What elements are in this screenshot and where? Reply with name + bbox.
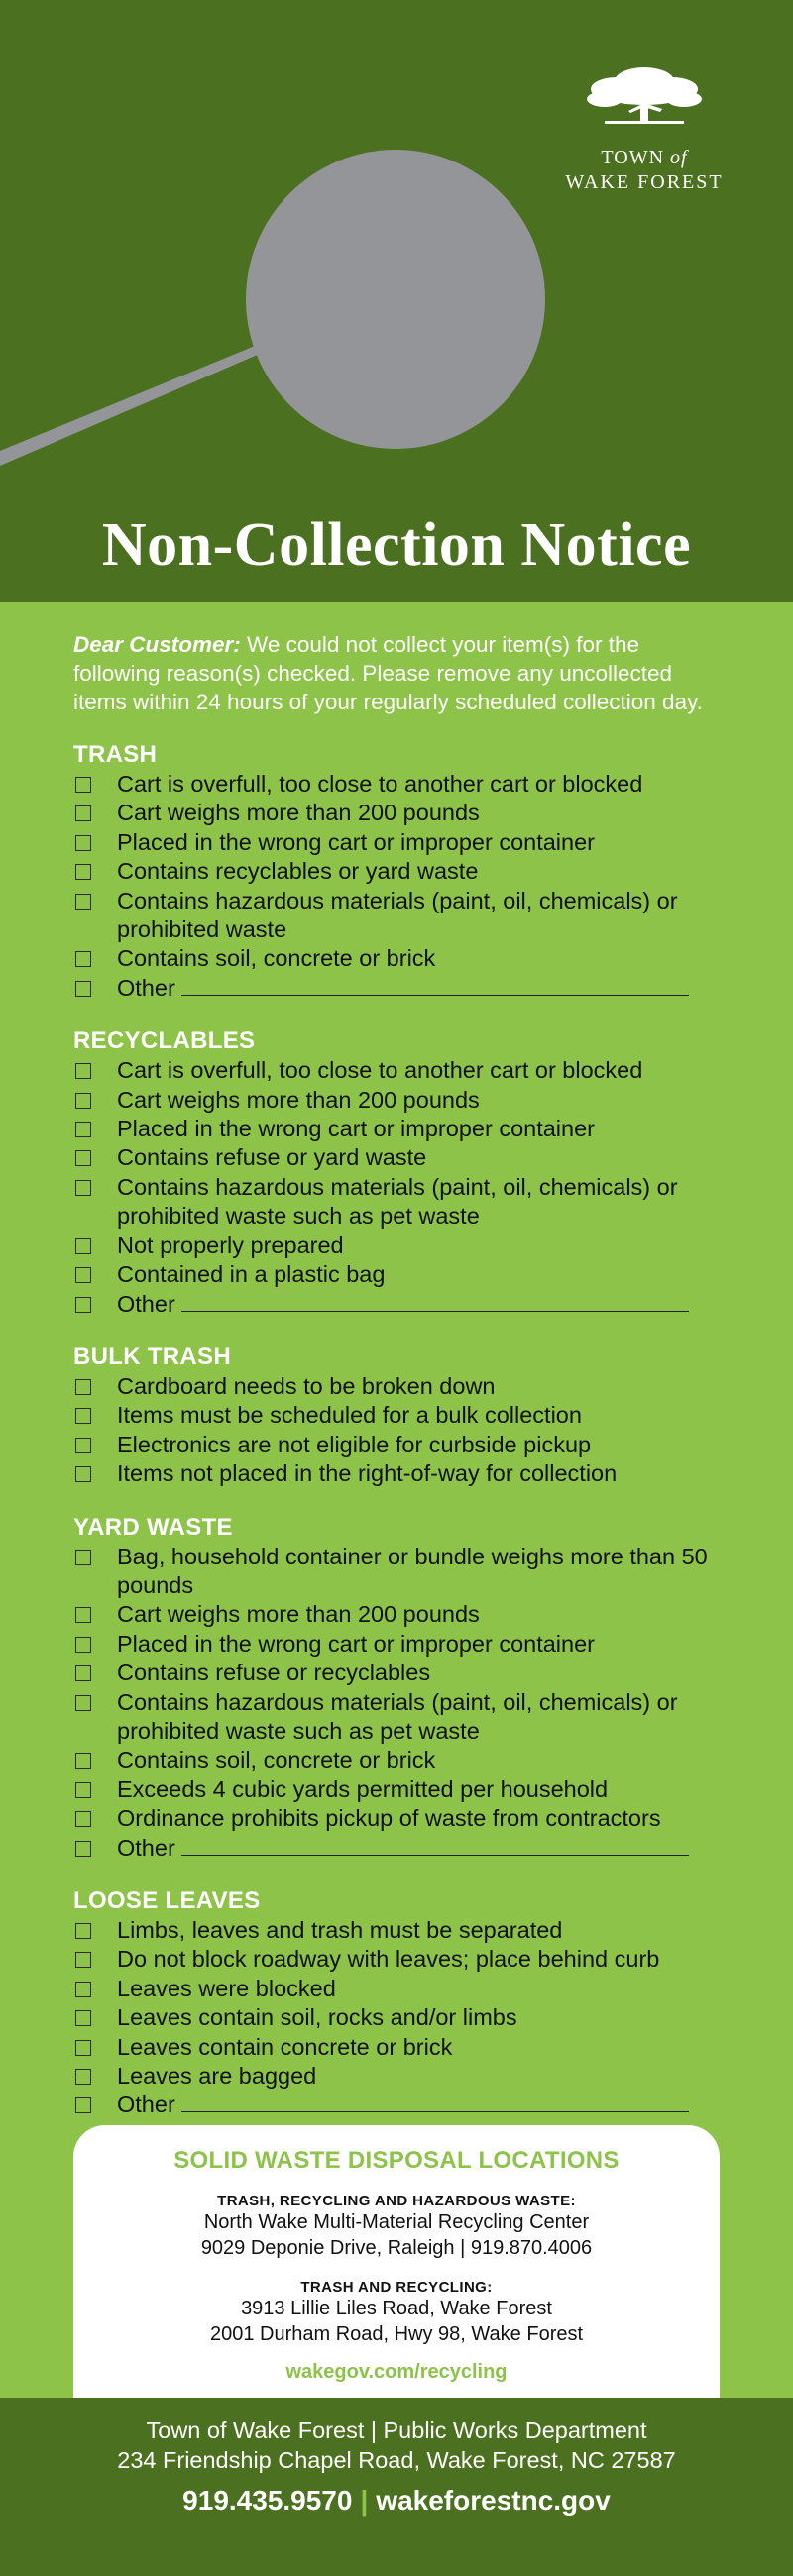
locations-title: SOLID WASTE DISPOSAL LOCATIONS — [173, 2147, 620, 2174]
checklist-item-label: Placed in the wrong cart or improper container — [117, 1116, 595, 1142]
checklist-item[interactable] — [73, 2091, 708, 2119]
checkbox[interactable] — [75, 2010, 91, 2026]
checkbox[interactable] — [75, 1753, 91, 1769]
checkbox[interactable] — [75, 1408, 91, 1424]
checklist-item[interactable] — [73, 1775, 708, 1804]
logo-town-name: WAKE FOREST — [565, 171, 724, 193]
recycling-link[interactable]: wakegov.com/recycling — [285, 2361, 508, 2383]
checklist-item[interactable] — [73, 1459, 708, 1488]
footer-department: Town of Wake Forest | Public Works Department — [146, 2417, 647, 2443]
logo-of: of — [670, 147, 688, 168]
checklist-item[interactable] — [73, 944, 708, 973]
location-group-heading: TRASH, RECYCLING AND HAZARDOUS WASTE: — [217, 2193, 576, 2209]
checkbox[interactable] — [75, 805, 91, 821]
checklist-item[interactable] — [73, 828, 708, 857]
section-trash — [73, 740, 708, 1003]
checklist-item-label: Exceeds 4 cubic yards permitted per household — [117, 1775, 609, 1802]
location-line: 9029 Deponie Drive, Raleigh | 919.870.4006 — [200, 2237, 593, 2259]
checklist-item-label: Cart weighs more than 200 pounds — [117, 800, 480, 826]
checklist-item[interactable] — [73, 1630, 708, 1659]
checklist-item[interactable] — [73, 1916, 708, 1945]
location-group-heading: TRASH AND RECYCLING: — [300, 2279, 493, 2296]
checklist-item[interactable] — [73, 2003, 708, 2032]
oak-tree-icon — [585, 59, 704, 129]
checkbox[interactable] — [75, 1550, 91, 1565]
checklist-item[interactable] — [73, 1372, 708, 1401]
checklist-item[interactable] — [73, 2033, 708, 2062]
intro-paragraph — [73, 630, 708, 716]
checklist-item[interactable] — [73, 1746, 708, 1774]
footer-separator: | — [360, 2485, 369, 2516]
location-line: 3913 Lillie Liles Road, Wake Forest — [241, 2298, 552, 2319]
checklist-item[interactable] — [73, 2062, 708, 2091]
checklist-item[interactable] — [73, 1975, 708, 2003]
checklist-item[interactable] — [73, 1401, 708, 1430]
checklist-item-label: Cart weighs more than 200 pounds — [117, 1086, 480, 1113]
checklist-item-label: Bag, household container or bundle weighs more than 50 pounds — [117, 1543, 708, 1598]
notice-body — [73, 630, 708, 2120]
checklist-item-label: Cart is overfull, too close to another cart or blocked — [117, 1057, 643, 1084]
checklist-item[interactable] — [73, 1945, 708, 1974]
checklist-item-label: Contains hazardous materials (paint, oil, chemicals) or prohibited waste such as pet waste — [117, 1688, 678, 1744]
reason-sections — [73, 740, 708, 2120]
checklist-item-label: Contains hazardous materials (paint, oil, chemicals) or prohibited waste — [117, 887, 678, 943]
section-title: LOOSE LEAVES — [73, 1887, 261, 1914]
checkbox[interactable] — [75, 981, 91, 997]
checklist-item-label: Items not placed in the right-of-way for collection — [117, 1460, 618, 1487]
town-logo — [555, 59, 734, 194]
checklist-item[interactable] — [73, 1173, 708, 1232]
checkbox[interactable] — [75, 1607, 91, 1623]
checkbox[interactable] — [75, 864, 91, 880]
checklist-item[interactable] — [73, 857, 708, 886]
section-bulk-trash — [73, 1342, 708, 1489]
checkbox[interactable] — [75, 1379, 91, 1395]
checklist-item-label: Contained in a plastic bag — [117, 1261, 386, 1288]
checklist-item-label: Items must be scheduled for a bulk collection — [117, 1402, 582, 1429]
notice-header — [0, 0, 793, 602]
checklist-item[interactable] — [73, 1600, 708, 1629]
checklist-item-label: Leaves contain concrete or brick — [117, 2033, 453, 2060]
checkbox[interactable] — [75, 1438, 91, 1453]
checklist-item[interactable] — [73, 1834, 708, 1863]
checkbox[interactable] — [75, 1122, 91, 1137]
logo-town: TOWN — [601, 147, 665, 168]
checklist-item[interactable] — [73, 1115, 708, 1143]
section-title: RECYCLABLES — [73, 1027, 256, 1055]
checkbox[interactable] — [75, 835, 91, 851]
checkbox[interactable] — [75, 1180, 91, 1196]
checklist-item-label: Limbs, leaves and trash must be separated — [117, 1917, 563, 1943]
checkbox[interactable] — [75, 2097, 91, 2113]
checklist-item-label: Ordinance prohibits pickup of waste from contractors — [117, 1805, 661, 1832]
checkbox[interactable] — [75, 1665, 91, 1681]
checklist-item-label: Contains soil, concrete or brick — [117, 945, 436, 972]
checklist-item[interactable] — [73, 1543, 708, 1601]
checklist-item[interactable] — [73, 974, 708, 1003]
footer-phone[interactable]: 919.435.9570 — [182, 2485, 353, 2516]
checklist-item-label: Placed in the wrong cart or improper container — [117, 1630, 595, 1657]
checkbox[interactable] — [75, 1695, 91, 1711]
other-write-in-line[interactable] — [181, 976, 689, 996]
intro-text: We could not collect your item(s) for the following reason(s) checked. Please remove any uncollected items within 24 hours of your regularly scheduled collection day. — [73, 632, 703, 714]
checklist-item[interactable] — [73, 1086, 708, 1115]
checklist-item-label: Cart is overfull, too close to another cart or blocked — [117, 771, 643, 797]
section-title: BULK TRASH — [73, 1342, 231, 1370]
checklist-item[interactable] — [73, 1056, 708, 1085]
footer-website[interactable]: wakeforestnc.gov — [376, 2485, 611, 2516]
section-loose-leaves — [73, 1886, 708, 2120]
intro-lead: Dear Customer: — [73, 632, 241, 657]
checkbox[interactable] — [75, 2069, 91, 2085]
checklist-item-label: Contains soil, concrete or brick — [117, 1747, 436, 1773]
checklist-item-label: Cart weighs more than 200 pounds — [117, 1601, 480, 1628]
section-yard-waste — [73, 1513, 708, 1863]
page-title: Non-Collection Notice — [101, 511, 692, 579]
other-write-in-line[interactable] — [181, 1292, 689, 1312]
checklist-item-label: Other — [117, 2092, 175, 2118]
checklist-item[interactable] — [73, 799, 708, 827]
checklist-item-label: Leaves were blocked — [117, 1975, 336, 2001]
checklist-item[interactable] — [73, 887, 708, 945]
checklist-item-label: Leaves contain soil, rocks and/or limbs — [117, 2004, 517, 2031]
checkbox[interactable] — [75, 1952, 91, 1968]
checklist-item[interactable] — [73, 1290, 708, 1319]
checkbox[interactable] — [75, 1982, 91, 1997]
checkbox[interactable] — [75, 1267, 91, 1283]
checkbox[interactable] — [75, 1841, 91, 1857]
other-write-in-line[interactable] — [181, 1836, 689, 1856]
checklist-item[interactable] — [73, 1260, 708, 1289]
checklist-item[interactable] — [73, 1659, 708, 1687]
checklist-item-label: Contains refuse or recyclables — [117, 1660, 431, 1686]
location-line: 2001 Durham Road, Hwy 98, Wake Forest — [209, 2323, 584, 2345]
checkbox[interactable] — [75, 1297, 91, 1313]
checkbox[interactable] — [75, 1150, 91, 1166]
checklist-item-label: Do not block roadway with leaves; place behind curb — [117, 1946, 660, 1973]
checkbox[interactable] — [75, 1093, 91, 1109]
disposal-locations-panel — [73, 2125, 720, 2398]
checklist-item[interactable] — [73, 770, 708, 799]
section-recyclables — [73, 1026, 708, 1319]
checklist-item-label: Electronics are not eligible for curbside pickup — [117, 1431, 592, 1457]
checkbox[interactable] — [75, 2040, 91, 2056]
checklist-item-label: Contains recyclables or yard waste — [117, 858, 479, 885]
notice-footer — [0, 2398, 793, 2576]
checklist-item-label: Other — [117, 974, 175, 1001]
other-write-in-line[interactable] — [181, 2093, 689, 2112]
checkbox[interactable] — [75, 951, 91, 967]
checklist-item-label: Placed in the wrong cart or improper container — [117, 828, 595, 855]
checkbox[interactable] — [75, 1238, 91, 1254]
checklist-item[interactable] — [73, 1804, 708, 1833]
checklist-item-label: Other — [117, 1834, 175, 1861]
section-title: TRASH — [73, 741, 158, 768]
checklist-item-label: Contains hazardous materials (paint, oil, chemicals) or prohibited waste such as pet waste — [117, 1173, 678, 1230]
checkbox[interactable] — [75, 1637, 91, 1653]
checklist-item[interactable] — [73, 1232, 708, 1260]
checklist-item-label: Cardboard needs to be broken down — [117, 1372, 496, 1399]
checkbox[interactable] — [75, 1466, 91, 1482]
checkbox[interactable] — [75, 1782, 91, 1798]
location-line: North Wake Multi-Material Recycling Center — [203, 2211, 590, 2233]
footer-address: 234 Friendship Chapel Road, Wake Forest, NC 27587 — [117, 2447, 676, 2473]
checkbox[interactable] — [75, 1063, 91, 1079]
footer-contact — [0, 2485, 793, 2517]
checklist-item-label: Other — [117, 1290, 175, 1317]
checklist-item[interactable] — [73, 1143, 708, 1172]
checkbox[interactable] — [75, 1811, 91, 1827]
checklist-item-label: Not properly prepared — [117, 1232, 344, 1258]
checkbox[interactable] — [75, 777, 91, 793]
checkbox[interactable] — [75, 1923, 91, 1939]
checklist-item-label: Contains refuse or yard waste — [117, 1144, 427, 1171]
checklist-item[interactable] — [73, 1431, 708, 1459]
section-title: YARD WASTE — [73, 1513, 233, 1541]
checklist-item[interactable] — [73, 1688, 708, 1747]
checklist-item-label: Leaves are bagged — [117, 2063, 317, 2090]
checkbox[interactable] — [75, 894, 91, 910]
